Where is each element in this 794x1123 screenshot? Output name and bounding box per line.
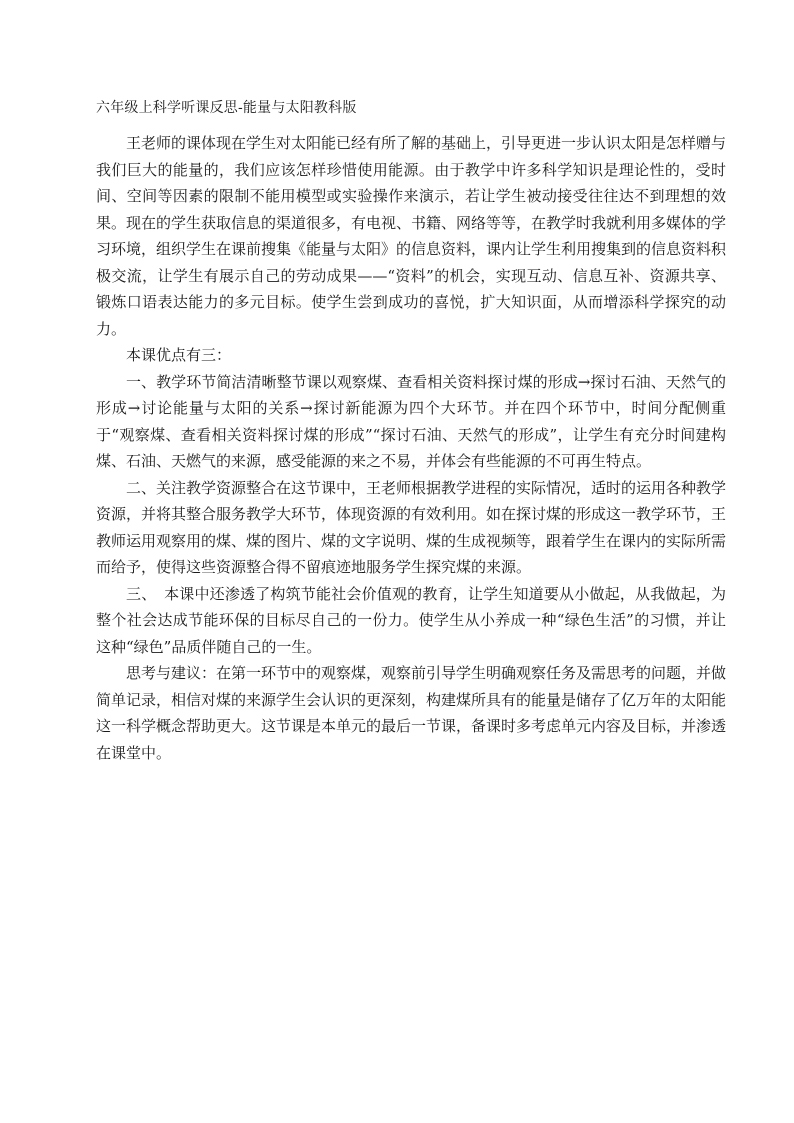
paragraph-point-two: 二、关注教学资源整合在这节课中，王老师根据教学进程的实际情况，适时的运用各种教学资源，并将其整合服务教学大环节，体现资源的有效利用。如在探讨煤的形成这一教学环节，王教师运用观察用的煤、煤的图片、煤的文字说明、煤的生成视频等，跟着学生在课内的实际所需而给予，使得这些资源整合得不留痕迹地服务学生探究煤的来源。 xyxy=(96,478,727,576)
paragraph-point-one: 一、教学环节简洁清晰整节课以观察煤、查看相关资料探讨煤的形成→探讨石油、天然气的形成→讨论能量与太阳的关系→探讨新能源为四个大环节。并在四个环节中，时间分配侧重于“观察煤、查看相关资料探讨煤的形成”“探讨石油、天然气的形成”，让学生有充分时间建构煤、石油、天燃气的来源，感受能源的来之不易，并体会有些能源的不可再生特点。 xyxy=(96,372,726,470)
document-title: 六年级上科学听课反思-能量与太阳教科版 xyxy=(96,100,357,116)
paragraph-point-three: 三、 本课中还渗透了构筑节能社会价值观的教育，让学生知道要从小做起，从我做起，为整个社会达成节能环保的目标尽自己的一份力。使学生从小养成一种“绿色生活”的习惯，并让这种“绿色”品质伴随自己的一生。 xyxy=(96,584,726,656)
paragraph-suggestions: 思考与建议：在第一环节中的观察煤，观察前引导学生明确观察任务及需思考的问题，并做简单记录，相信对煤的来源学生会认识的更深刻，构建煤所具有的能量是储存了亿万年的太阳能这一科学概念帮助更大。这节课是本单元的最后一节课，备课时多考虑单元内容及目标，并渗透在课堂中。 xyxy=(96,664,727,762)
paragraph-intro: 王老师的课体现在学生对太阳能已经有所了解的基础上，引导更进一步认识太阳是怎样赠与我们巨大的能量的，我们应该怎样珍惜使用能源。由于教学中许多科学知识是理论性的，受时间、空间等因素的限制不能用模型或实验操作来演示，若让学生被动接受往往达不到理想的效果。现在的学生获取信息的渠道很多，有电视、书籍、网络等等，在教学时我就利用多媒体的学习环境，组织学生在课前搜集《能量与太阳》的信息资料，课内让学生利用搜集到的信息资料积极交流，让学生有展示自己的劳动成果——“资料”的机会，实现互动、信息互补、资源共享、锻炼口语表达能力的多元目标。使学生尝到成功的喜悦，扩大知识面，从而增添科学探究的动力。 xyxy=(96,134,727,338)
paragraph-strengths-heading: 本课优点有三： xyxy=(126,346,232,364)
document-page xyxy=(96,96,726,1036)
